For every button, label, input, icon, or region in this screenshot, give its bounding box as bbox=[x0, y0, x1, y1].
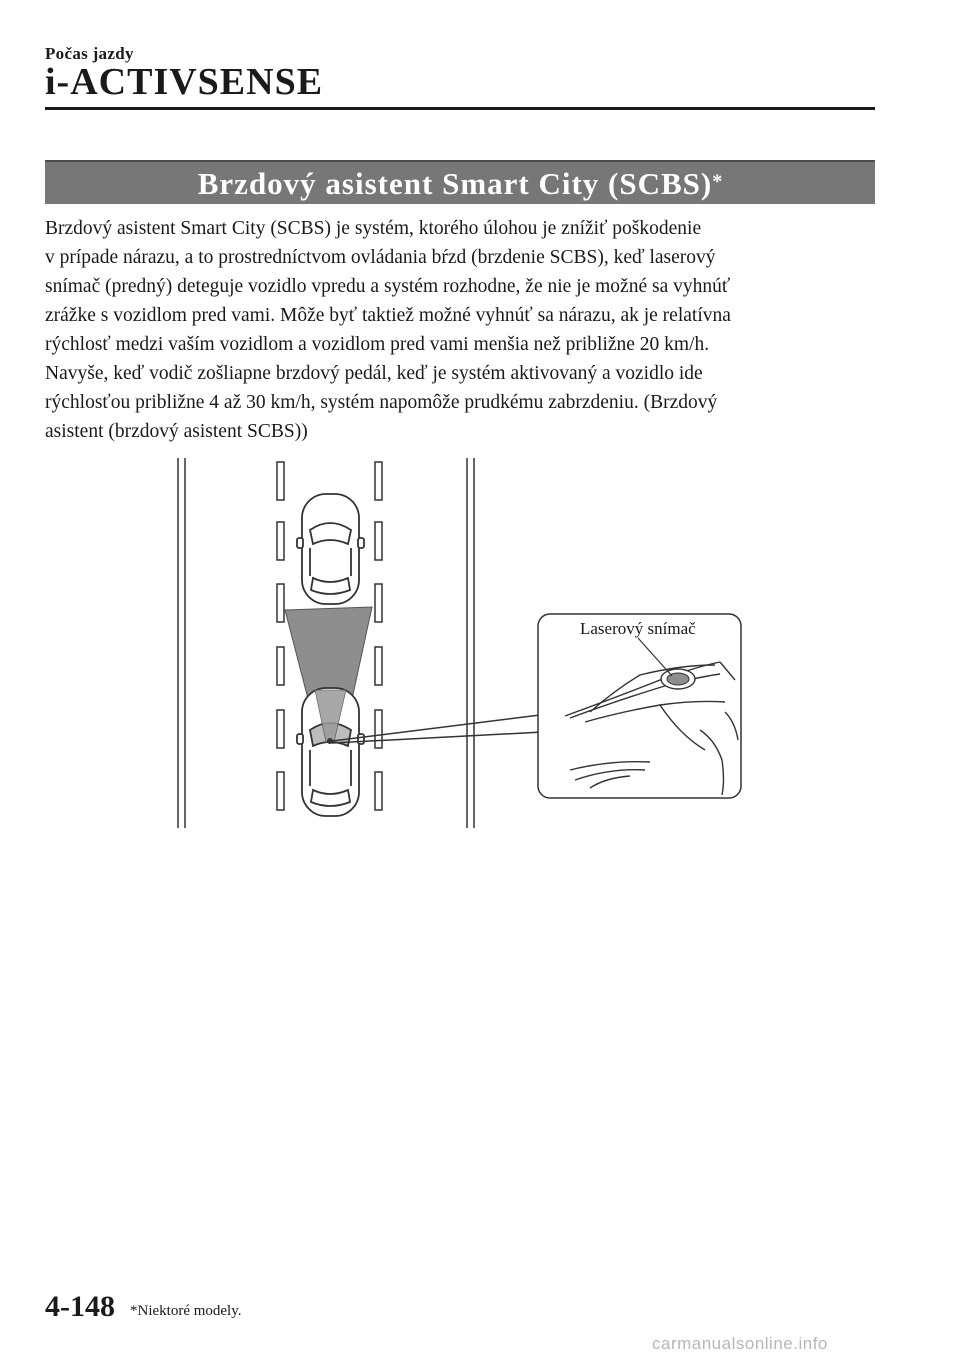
body-line: rýchlosť medzi vaším vozidlom a vozidlom pred vami menšia než približne 20 km/h. bbox=[45, 334, 710, 355]
lane-marker-left bbox=[277, 462, 284, 810]
callout-label: Laserový snímač bbox=[580, 619, 696, 638]
road-diagram bbox=[160, 450, 750, 840]
road-edge-right bbox=[467, 458, 474, 828]
road-edge-left bbox=[178, 458, 185, 828]
body-line: Navyše, keď vodič zošliapne brzdový pedál, keď je systém aktivovaný a vozidlo ide bbox=[45, 363, 703, 384]
body-line: snímač (predný) deteguje vozidlo vpredu a systém rozhodne, že nie je možné sa vyhnúť bbox=[45, 276, 731, 297]
chapter-title: i-ACTIVSENSE bbox=[45, 61, 324, 103]
lane-marker-right bbox=[375, 462, 382, 810]
footnote: *Niektoré modely. bbox=[130, 1303, 242, 1319]
body-line: asistent (brzdový asistent SCBS)) bbox=[45, 421, 308, 442]
body-line: Brzdový asistent Smart City (SCBS) je systém, ktorého úlohou je znížiť poškodenie bbox=[45, 218, 702, 239]
title-bar bbox=[45, 160, 875, 204]
chapter-rule bbox=[45, 107, 875, 110]
body-text bbox=[45, 214, 860, 446]
body-line: v prípade nárazu, a to prostredníctvom ovládania bŕzd (brzdenie SCBS), keď laserový bbox=[45, 247, 716, 268]
page-number: 4-148 bbox=[45, 1290, 115, 1323]
page-title: Brzdový asistent Smart City (SCBS) bbox=[197, 166, 713, 201]
watermark: carmanualsonline.info bbox=[652, 1334, 828, 1353]
body-line: zrážke s vozidlom pred vami. Môže byť taktiež možné vyhnúť sa nárazu, ak je relatívna bbox=[45, 305, 731, 326]
body-line: rýchlosťou približne 4 až 30 km/h, systém napomôže prudkému zabrzdeniu. (Brzdový bbox=[45, 392, 718, 413]
vehicle-ahead bbox=[297, 494, 364, 604]
section-label: Počas jazdy bbox=[45, 44, 134, 63]
laser-sensor-icon bbox=[661, 669, 695, 689]
scbs-illustration bbox=[160, 450, 750, 840]
model-note-mark: * bbox=[712, 170, 723, 193]
